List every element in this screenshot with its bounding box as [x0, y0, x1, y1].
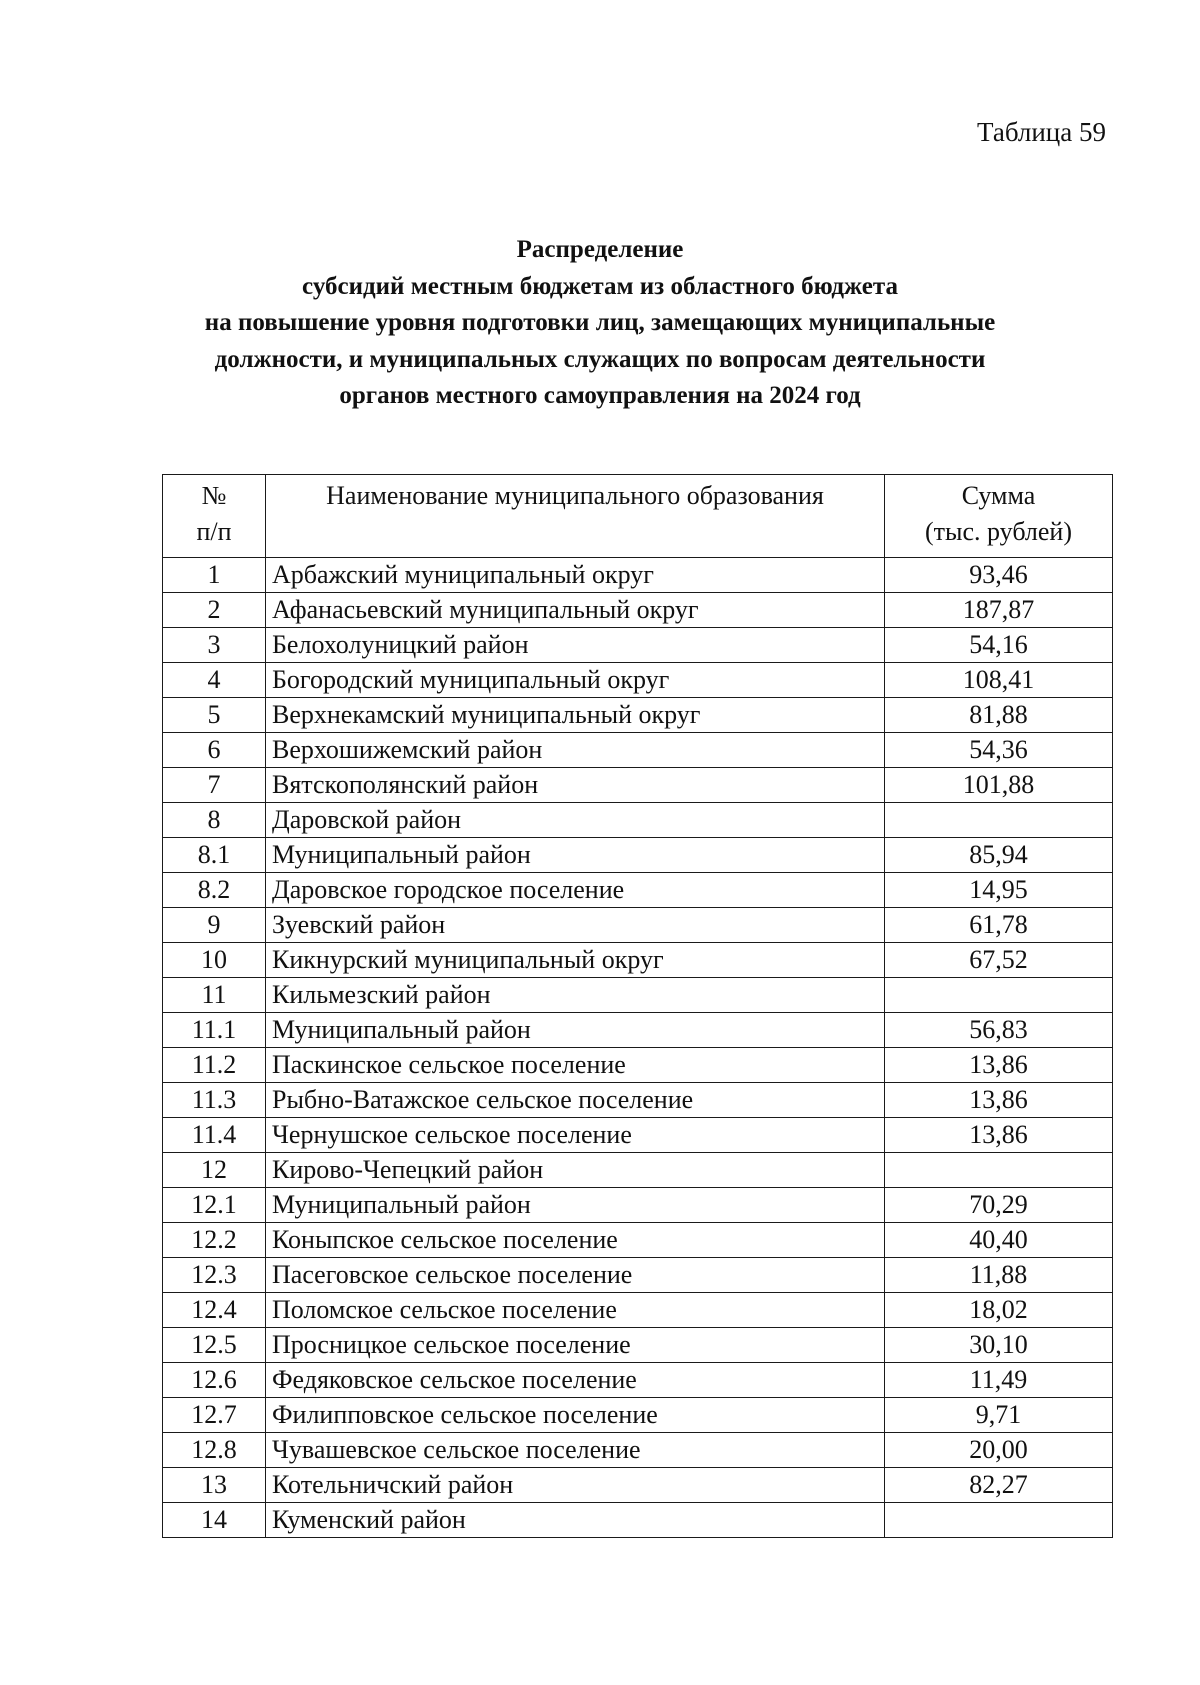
subsidy-amount: 9,71 [885, 1398, 1113, 1433]
row-number: 12.3 [163, 1258, 266, 1293]
table-row [163, 593, 1113, 628]
header-sum-line1: Сумма [961, 481, 1036, 510]
row-number: 5 [163, 698, 266, 733]
municipality-name: Паскинское сельское поселение [266, 1048, 885, 1083]
municipality-name: Белохолуницкий район [266, 628, 885, 663]
row-number: 12.7 [163, 1398, 266, 1433]
table-row [163, 733, 1113, 768]
row-number: 12.5 [163, 1328, 266, 1363]
table-row [163, 663, 1113, 698]
subsidy-amount: 56,83 [885, 1013, 1113, 1048]
subsidy-table [162, 474, 1113, 1538]
municipality-name: Коныпское сельское поселение [266, 1223, 885, 1258]
row-number: 8 [163, 803, 266, 838]
subsidy-amount: 11,49 [885, 1363, 1113, 1398]
municipality-name: Даровской район [266, 803, 885, 838]
municipality-name: Просницкое сельское поселение [266, 1328, 885, 1363]
heading-line: субсидий местным бюджетам из областного бюджета [302, 272, 898, 300]
table-row [163, 1153, 1113, 1188]
municipality-name: Пасеговское сельское поселение [266, 1258, 885, 1293]
municipality-name: Котельничский район [266, 1468, 885, 1503]
subsidy-amount: 13,86 [885, 1118, 1113, 1153]
subsidy-amount: 108,41 [885, 663, 1113, 698]
table-row [163, 1013, 1113, 1048]
header-sum-line2: (тыс. рублей) [924, 517, 1072, 546]
municipality-name: Верхошижемский район [266, 733, 885, 768]
subsidy-amount [885, 1503, 1113, 1538]
row-number: 11.1 [163, 1013, 266, 1048]
heading-line: должности, и муниципальных служащих по вопросам деятельности [214, 345, 986, 373]
row-number: 12.4 [163, 1293, 266, 1328]
row-number: 12.1 [163, 1188, 266, 1223]
table-row [163, 908, 1113, 943]
table-row [163, 1223, 1113, 1258]
subsidy-amount: 40,40 [885, 1223, 1113, 1258]
row-number: 7 [163, 768, 266, 803]
subsidy-amount: 101,88 [885, 768, 1113, 803]
table-row [163, 873, 1113, 908]
subsidy-amount [885, 1153, 1113, 1188]
table-row [163, 768, 1113, 803]
table-row [163, 1398, 1113, 1433]
header-number-line1: № [201, 481, 227, 510]
row-number: 11.4 [163, 1118, 266, 1153]
row-number: 8.1 [163, 838, 266, 873]
table-row [163, 943, 1113, 978]
row-number: 9 [163, 908, 266, 943]
municipality-name: Муниципальный район [266, 1188, 885, 1223]
subsidy-amount: 61,78 [885, 908, 1113, 943]
municipality-name: Федяковское сельское поселение [266, 1363, 885, 1398]
table-row [163, 1118, 1113, 1153]
subsidy-amount: 82,27 [885, 1468, 1113, 1503]
table-row [163, 1083, 1113, 1118]
municipality-name: Рыбно-Ватажское сельское поселение [266, 1083, 885, 1118]
municipality-name: Вятскополянский район [266, 768, 885, 803]
table-row [163, 1328, 1113, 1363]
row-number: 12.6 [163, 1363, 266, 1398]
row-number: 6 [163, 733, 266, 768]
table-row [163, 1048, 1113, 1083]
row-number: 1 [163, 558, 266, 593]
subsidy-amount: 93,46 [885, 558, 1113, 593]
table-row [163, 1468, 1113, 1503]
municipality-name: Муниципальный район [266, 1013, 885, 1048]
subsidy-amount: 67,52 [885, 943, 1113, 978]
municipality-name: Кирово-Чепецкий район [266, 1153, 885, 1188]
subsidy-amount [885, 978, 1113, 1013]
table-row [163, 1293, 1113, 1328]
table-row [163, 1503, 1113, 1538]
subsidy-amount [885, 803, 1113, 838]
subsidy-amount: 30,10 [885, 1328, 1113, 1363]
municipality-name: Куменский район [266, 1503, 885, 1538]
table-row [163, 628, 1113, 663]
row-number: 11 [163, 978, 266, 1013]
row-number: 11.3 [163, 1083, 266, 1118]
subsidy-amount: 54,36 [885, 733, 1113, 768]
table-row [163, 1258, 1113, 1293]
header-name: Наименование муниципального образования [266, 475, 885, 558]
row-number: 11.2 [163, 1048, 266, 1083]
subsidy-amount: 81,88 [885, 698, 1113, 733]
subsidy-amount: 85,94 [885, 838, 1113, 873]
subsidy-amount: 11,88 [885, 1258, 1113, 1293]
subsidy-amount: 54,16 [885, 628, 1113, 663]
table-row [163, 978, 1113, 1013]
row-number: 8.2 [163, 873, 266, 908]
row-number: 13 [163, 1468, 266, 1503]
row-number: 10 [163, 943, 266, 978]
municipality-name: Поломское сельское поселение [266, 1293, 885, 1328]
row-number: 4 [163, 663, 266, 698]
heading-line: на повышение уровня подготовки лиц, замещающих муниципальные [204, 309, 996, 336]
municipality-name: Муниципальный район [266, 838, 885, 873]
municipality-name: Чувашевское сельское поселение [266, 1433, 885, 1468]
row-number: 2 [163, 593, 266, 628]
subsidy-amount: 18,02 [885, 1293, 1113, 1328]
header-sum [885, 475, 1113, 558]
municipality-name: Афанасьевский муниципальный округ [266, 593, 885, 628]
document-heading [0, 232, 1200, 415]
municipality-name: Кильмезский район [266, 978, 885, 1013]
table-row [163, 1188, 1113, 1223]
header-number [163, 475, 266, 558]
municipality-name: Даровское городское поселение [266, 873, 885, 908]
table-header-row [163, 475, 1113, 558]
row-number: 3 [163, 628, 266, 663]
table-row [163, 698, 1113, 733]
table-row [163, 803, 1113, 838]
row-number: 12.2 [163, 1223, 266, 1258]
row-number: 12.8 [163, 1433, 266, 1468]
table-row [163, 1363, 1113, 1398]
subsidy-amount: 187,87 [885, 593, 1113, 628]
municipality-name: Зуевский район [266, 908, 885, 943]
municipality-name: Арбажский муниципальный округ [266, 558, 885, 593]
subsidy-amount: 70,29 [885, 1188, 1113, 1223]
municipality-name: Богородский муниципальный округ [266, 663, 885, 698]
heading-line: Распределение [516, 236, 684, 263]
heading-line: органов местного самоуправления на 2024 год [339, 382, 861, 409]
header-number-line2: п/п [196, 517, 232, 546]
subsidy-amount: 14,95 [885, 873, 1113, 908]
table-row [163, 558, 1113, 593]
municipality-name: Филипповское сельское поселение [266, 1398, 885, 1433]
row-number: 12 [163, 1153, 266, 1188]
table-row [163, 1433, 1113, 1468]
table-body [163, 558, 1113, 1538]
subsidy-amount: 13,86 [885, 1048, 1113, 1083]
table-row [163, 838, 1113, 873]
table-number-label: Таблица 59 [977, 117, 1106, 147]
subsidy-amount: 20,00 [885, 1433, 1113, 1468]
row-number: 14 [163, 1503, 266, 1538]
subsidy-amount: 13,86 [885, 1083, 1113, 1118]
municipality-name: Чернушское сельское поселение [266, 1118, 885, 1153]
municipality-name: Верхнекамский муниципальный округ [266, 698, 885, 733]
municipality-name: Кикнурский муниципальный округ [266, 943, 885, 978]
